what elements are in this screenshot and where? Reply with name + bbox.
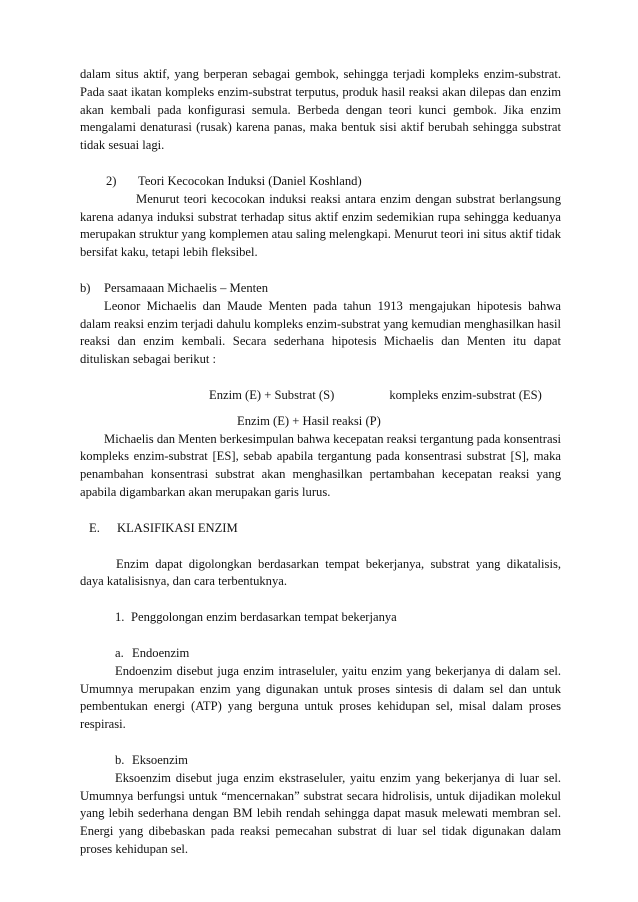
theory-2-number: 2) [106, 173, 117, 188]
section-e-marker: E. [89, 520, 100, 535]
theory-2-body: Menurut teori kecocokan induksi reaksi antara enzim dengan substrat berlangsung karena adanya induksi substrat terhadap situs aktif enzim sedemikian rupa sehingga keduanya merupakan struktur yang komplemen atau saling melengkapi. Menurut teori ini situs aktif tidak bersifat kaku, tetapi lebih fleksibel. [80, 191, 561, 260]
section-b-title: Persamaaan Michaelis – Menten [104, 280, 269, 295]
section-b-marker: b) [80, 280, 91, 295]
item-a-marker: a. [115, 645, 124, 660]
equation-left: Enzim (E) + Substrat (S) [209, 387, 335, 402]
equation-product: Enzim (E) + Hasil reaksi (P) [237, 413, 381, 428]
intro-paragraph: dalam situs aktif, yang berperan sebagai gembok, sehingga terjadi kompleks enzim-substrat. Pada saat ikatan kompleks enzim-substrat terputus, produk hasil reaksi akan dilepas dan enzim akan kembali pada konfigurasi semula. Berbeda dengan teori kunci gembok. Jika enzim mengalami denaturasi (rusak) karena panas, maka bentuk sisi aktif berubah sehingga substrat tidak sesuai lagi. [80, 67, 561, 153]
subsection-1-heading [80, 609, 561, 627]
equation-line-2 [80, 413, 561, 431]
subsection-1-title: Penggolongan enzim berdasarkan tempat bekerjanya [131, 610, 397, 625]
item-b-marker: b. [115, 752, 125, 767]
item-a-heading [80, 645, 561, 663]
subsection-1-marker: 1. [115, 610, 125, 625]
section-e-title: KLASIFIKASI ENZIM [117, 520, 238, 535]
theory-2-title: Teori Kecocokan Induksi (Daniel Koshland) [138, 173, 362, 188]
equation-line-1 [80, 387, 561, 405]
theory-2-heading [80, 173, 561, 191]
item-b-body: Eksoenzim disebut juga enzim ekstraseluler, yaitu enzim yang bekerjanya di luar sel. Umumnya berfungsi untuk “mencernakan” substrat secara hidrolisis, untuk dijadikan molekul yang lebih sederhana dengan BM lebih rendah sehingga dapat masuk melewati membran sel. Energi yang dibebaskan pada reaksi pemecahan substrat di luar sel tidak digunakan dalam proses kehidupan sel. [80, 770, 561, 856]
section-b-heading [80, 280, 561, 298]
item-b-heading [80, 752, 561, 770]
section-b-conclusion: Michaelis dan Menten berkesimpulan bahwa kecepatan reaksi tergantung pada konsentrasi kompleks enzim-substrat [ES], sebab apabila tergantung pada konsentrasi substrat [S], maka penambahan konsentrasi substrat akan menghasilkan pertambahan kecepatan reaksi yang apabila digambarkan akan merupakan garis lurus. [80, 431, 561, 499]
section-e-heading [80, 520, 561, 538]
item-a-title: Endoenzim [132, 645, 190, 660]
section-b-body: Leonor Michaelis dan Maude Menten pada tahun 1913 mengajukan hipotesis bahwa dalam reaksi enzim terjadi dahulu kompleks enzim-substrat yang kemudian menghasilkan hasil reaksi dan enzim kembali. Secara sederhana hipotesis Michaelis dan Menten itu dapat dituliskan sebagai berikut : [80, 298, 561, 367]
item-a-body: Endoenzim disebut juga enzim intraseluler, yaitu enzim yang bekerjanya di dalam sel. Umumnya merupakan enzim yang digunakan untuk proses sintesis di dalam sel dan untuk pembentukan energi (ATP) yang berguna untuk proses kehidupan sel, misal dalam proses respirasi. [80, 663, 561, 732]
document-page [80, 66, 561, 859]
section-e-body: Enzim dapat digolongkan berdasarkan tempat bekerjanya, substrat yang dikatalisis, daya katalisisnya, dan cara terbentuknya. [80, 556, 561, 589]
equation-right: kompleks enzim-substrat (ES) [389, 387, 542, 402]
item-b-title: Eksoenzim [132, 752, 188, 767]
